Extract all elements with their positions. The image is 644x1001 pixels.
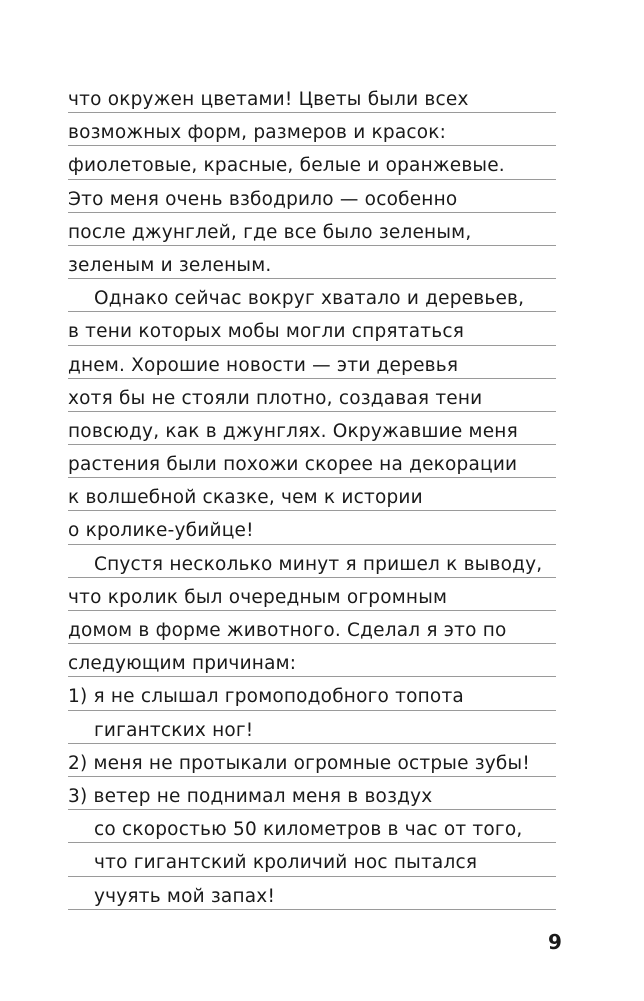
page-body-text xyxy=(68,80,556,910)
text-line: что окружен цветами! Цветы были всех xyxy=(68,80,556,113)
text-line: о кролике-убийце! xyxy=(68,511,556,544)
text-line: к волшебной сказке, чем к истории xyxy=(68,478,556,511)
text-line: возможных форм, размеров и красок: xyxy=(68,113,556,146)
text-line: со скоростью 50 километров в час от того, xyxy=(68,810,556,843)
text-line: Это меня очень взбодрило — особенно xyxy=(68,180,556,213)
text-line: 2) меня не протыкали огромные острые зубы! xyxy=(68,744,556,777)
text-line: в тени которых мобы могли спрятаться xyxy=(68,312,556,345)
text-line: учуять мой запах! xyxy=(68,877,556,910)
text-line: что кролик был очередным огромным xyxy=(68,578,556,611)
text-line: днем. Хорошие новости — эти деревья xyxy=(68,346,556,379)
text-line: растения были похожи скорее на декорации xyxy=(68,445,556,478)
text-line: домом в форме животного. Сделал я это по xyxy=(68,611,556,644)
text-line: 1) я не слышал громоподобного топота xyxy=(68,677,556,710)
text-line: Однако сейчас вокруг хватало и деревьев, xyxy=(68,279,556,312)
text-line: фиолетовые, красные, белые и оранжевые. xyxy=(68,146,556,179)
text-line: хотя бы не стояли плотно, создавая тени xyxy=(68,379,556,412)
text-line: следующим причинам: xyxy=(68,644,556,677)
text-line: что гигантский кроличий нос пытался xyxy=(68,843,556,876)
page-number: 9 xyxy=(548,930,562,954)
text-line: 3) ветер не поднимал меня в воздух xyxy=(68,777,556,810)
text-line: зеленым и зеленым. xyxy=(68,246,556,279)
text-line: повсюду, как в джунглях. Окружавшие меня xyxy=(68,412,556,445)
text-line: гигантских ног! xyxy=(68,711,556,744)
text-line: после джунглей, где все было зеленым, xyxy=(68,213,556,246)
text-line: Спустя несколько минут я пришел к выводу, xyxy=(68,545,556,578)
